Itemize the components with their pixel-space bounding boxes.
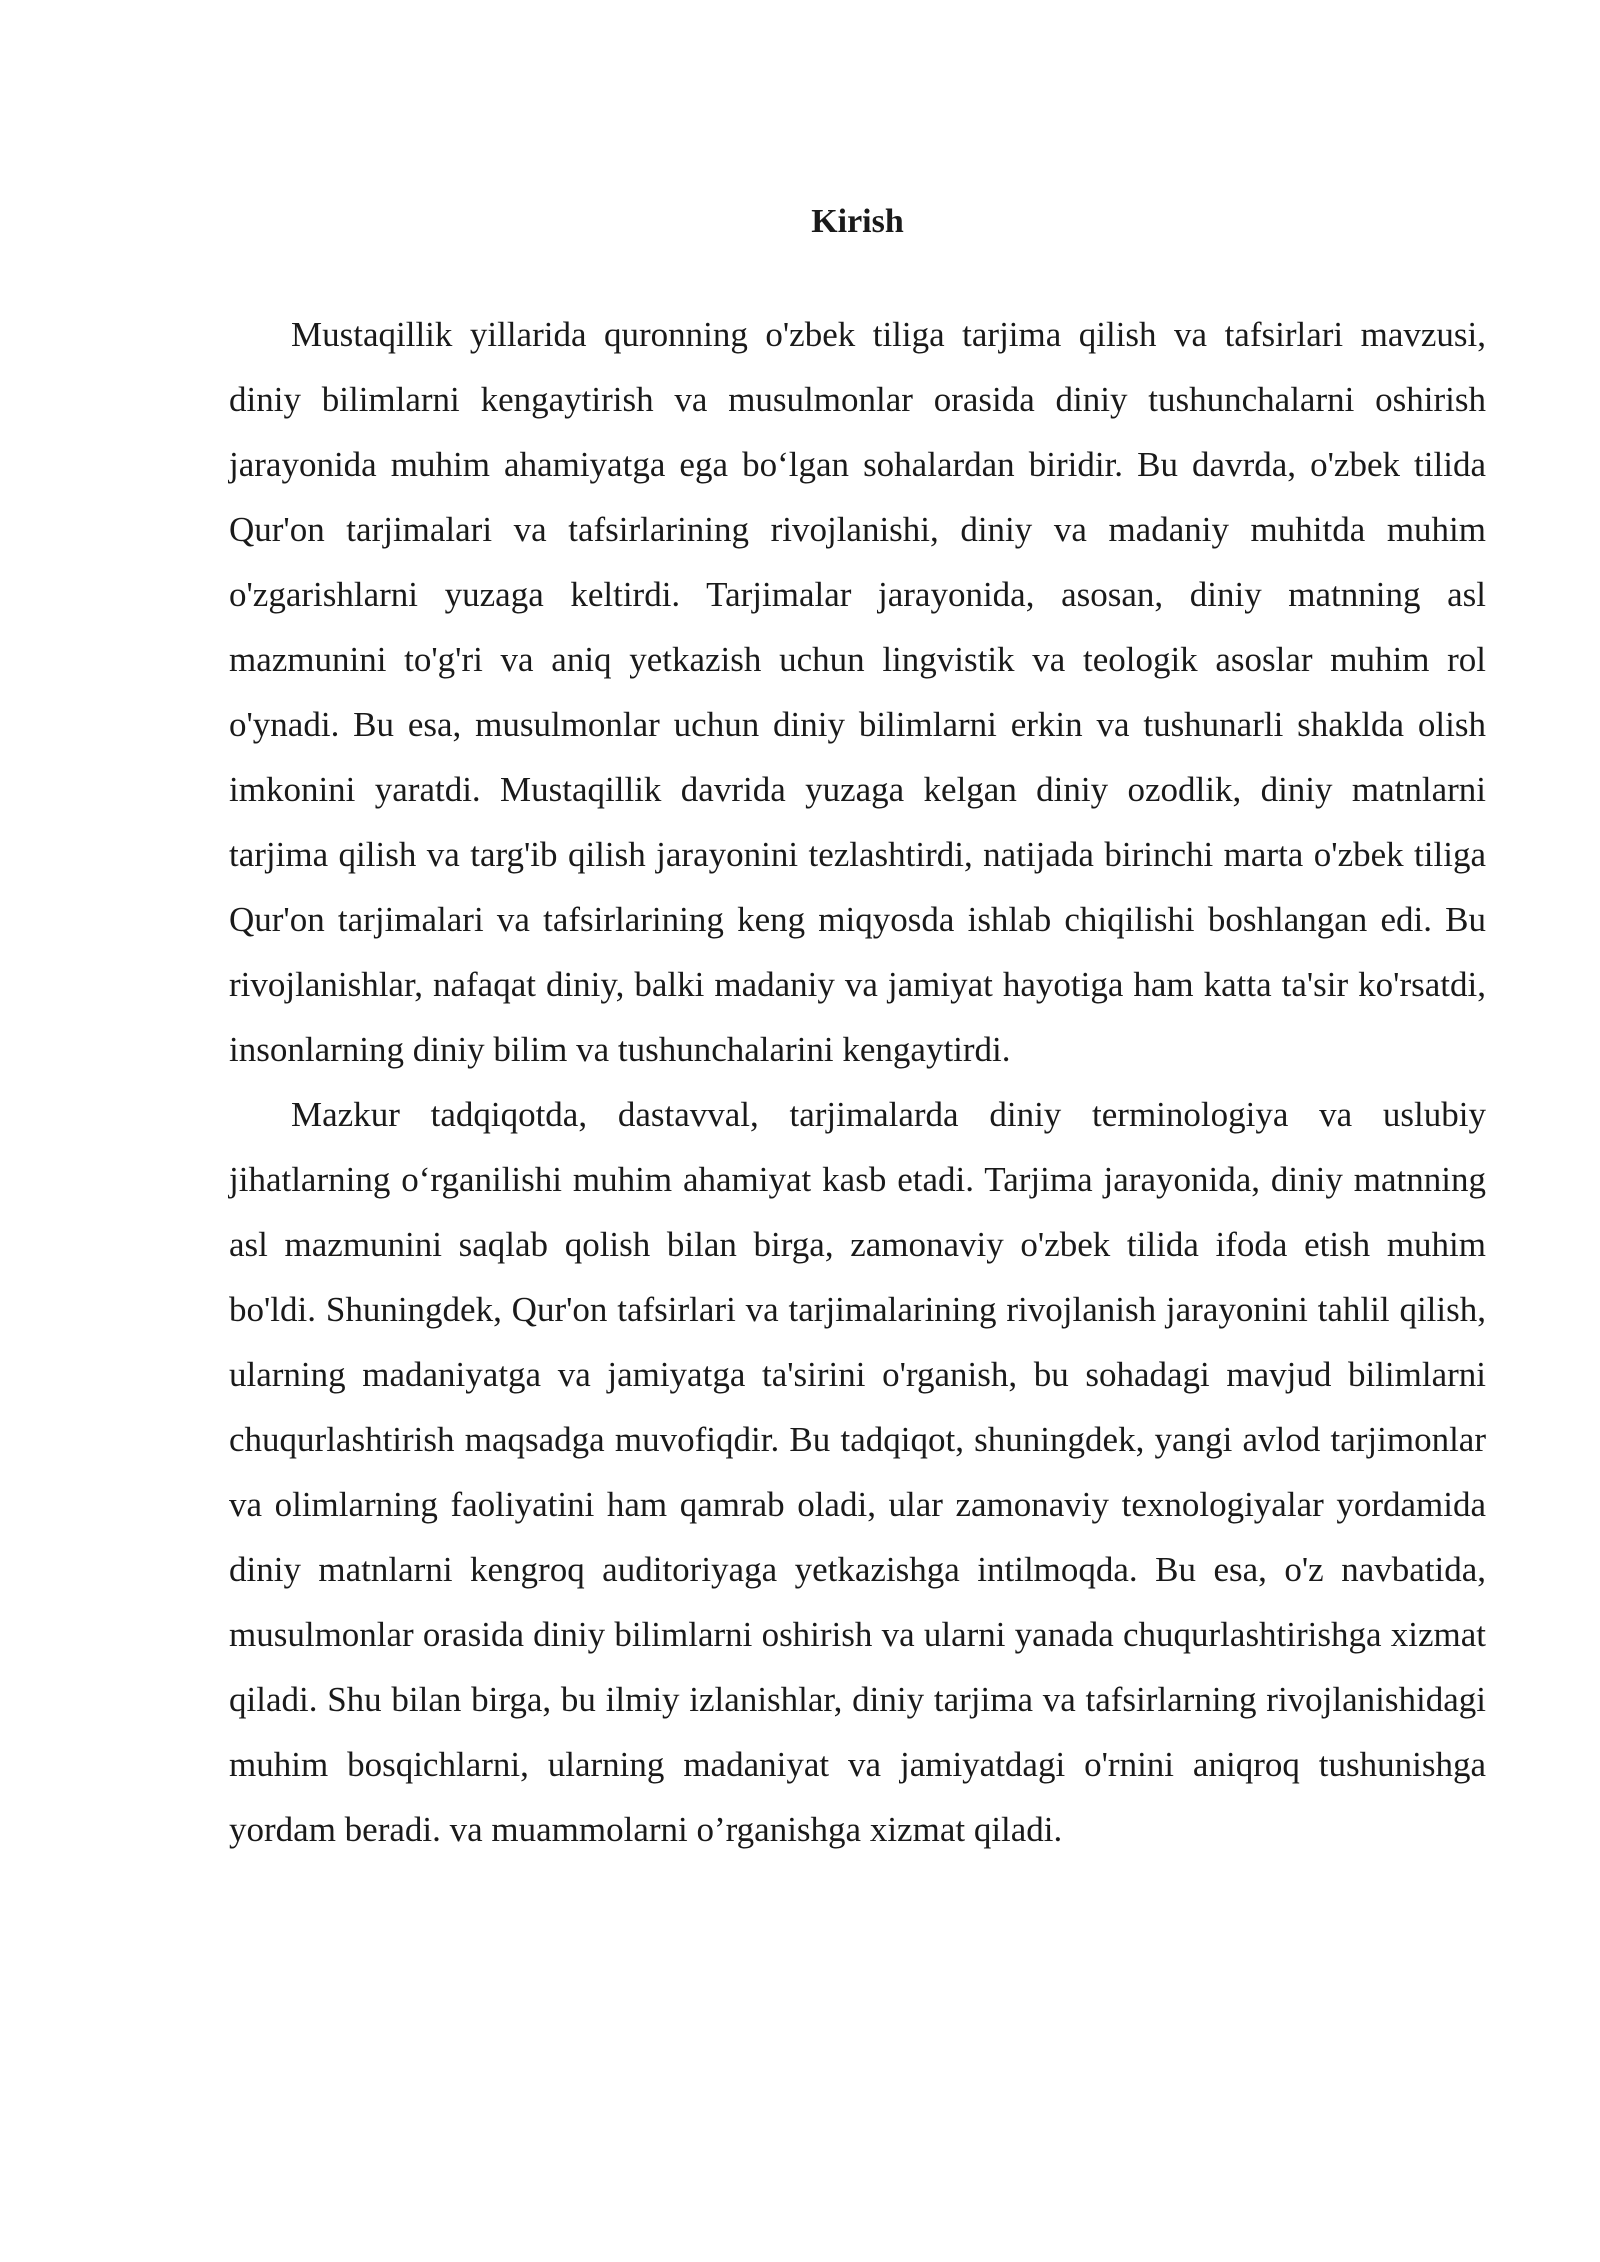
page-title: Kirish xyxy=(811,203,904,240)
paragraph-1: Mustaqillik yillarida quronning o'zbek tiliga tarjima qilish va tafsirlari mavzusi, diniy bilimlarni kengaytirish va musulmonlar orasida diniy tushunchalarni oshirish jarayonida muhim ahamiyatga ega bo‘lgan sohalardan biridir. Bu davrda, o'zbek tilida Qur'on tarjimalari va tafsirlarining rivojlanishi, diniy va madaniy muhitda muhim o'zgarishlarni yuzaga keltirdi. Tarjimalar jarayonida, asosan, diniy matnning asl mazmunini to'g'ri va aniq yetkazish uchun lingvistik va teologik asoslar muhim rol o'ynadi. Bu esa, musulmonlar uchun diniy bilimlarni erkin va tushunarli shaklda olish imkonini yaratdi. Mustaqillik davrida yuzaga kelgan diniy ozodlik, diniy matnlarni tarjima qilish va targ'ib qilish jarayonini tezlashtirdi, natijada birinchi marta o'zbek tiliga Qur'on tarjimalari va tafsirlarining keng miqyosda ishlab chiqilishi boshlangan edi. Bu rivojlanishlar, nafaqat diniy, balki madaniy va jamiyat hayotiga ham katta ta'sir ko'rsatdi, insonlarning diniy bilim va tushunchalarini kengaytirdi. xyxy=(229,315,1486,1069)
paragraph-2: Mazkur tadqiqotda, dastavval, tarjimalarda diniy terminologiya va uslubiy jihatlarning o‘rganilishi muhim ahamiyat kasb etadi. Tarjima jarayonida, diniy matnning asl mazmunini saqlab qolish bilan birga, zamonaviy o'zbek tilida ifoda etish muhim bo'ldi. Shuningdek, Qur'on tafsirlari va tarjimalarining rivojlanish jarayonini tahlil qilish, ularning madaniyatga va jamiyatga ta'sirini o'rganish, bu sohadagi mavjud bilimlarni chuqurlashtirish maqsadga muvofiqdir. Bu tadqiqot, shuningdek, yangi avlod tarjimonlar va olimlarning faoliyatini ham qamrab oladi, ular zamonaviy texnologiyalar yordamida diniy matnlarni kengroq auditoriyaga yetkazishga intilmoqda. Bu esa, o'z navbatida, musulmonlar orasida diniy bilimlarni oshirish va ularni yanada chuqurlashtirishga xizmat qiladi. Shu bilan birga, bu ilmiy izlanishlar, diniy tarjima va tafsirlarning rivojlanishidagi muhim bosqichlarni, ularning madaniyat va jamiyatdagi o'rnini aniqroq tushunishga yordam beradi. va muammolarni o’rganishga xizmat qiladi. xyxy=(229,1095,1486,1849)
document-body xyxy=(229,196,1486,1862)
